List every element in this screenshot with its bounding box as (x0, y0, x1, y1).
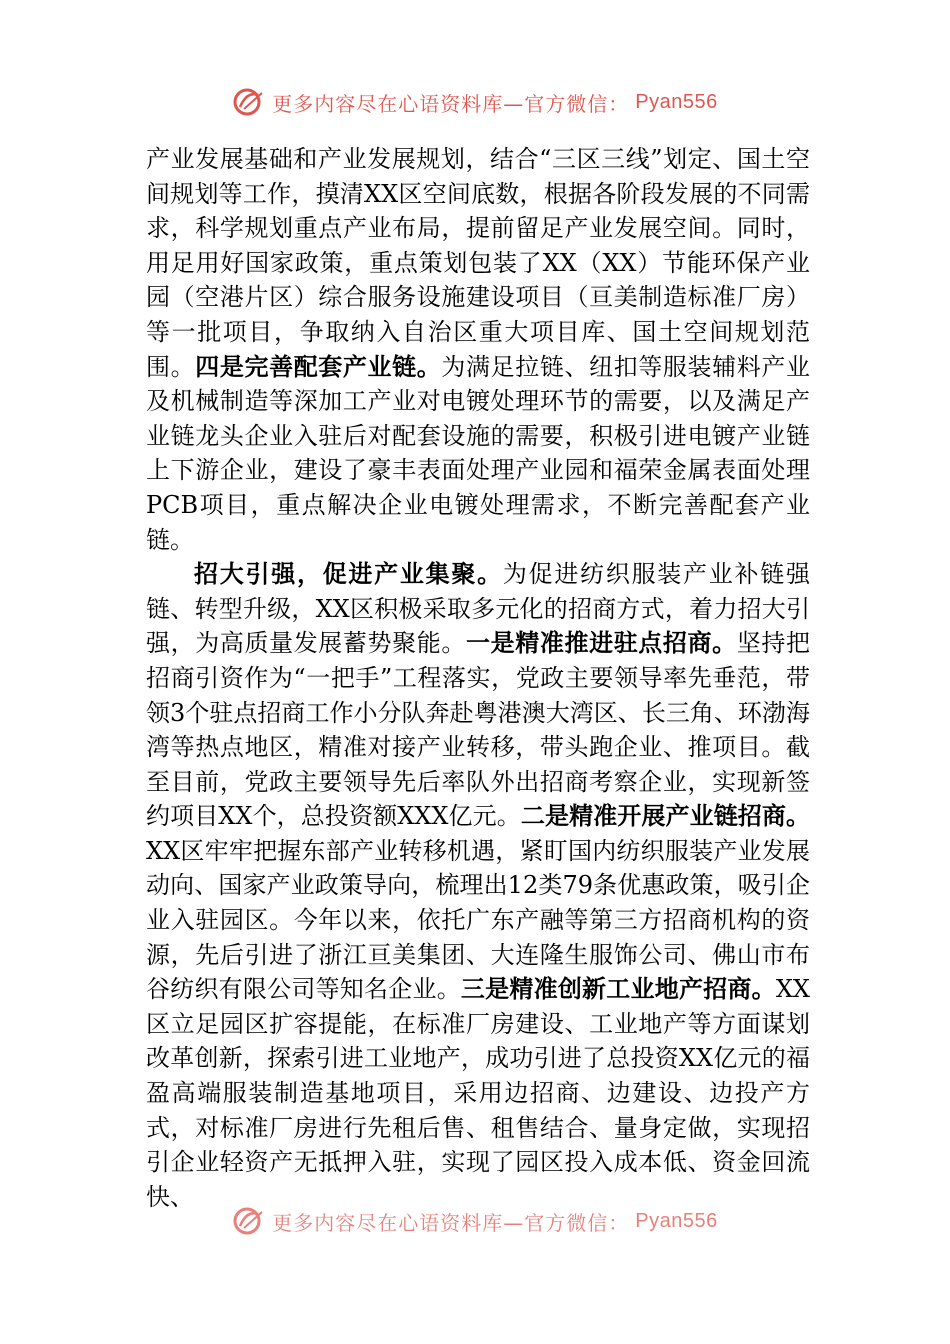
text-run: 坚持把招商引资作为“一把手”工程落实，党政主要领导率先垂范，带领3个驻点招商工作小分队奔赴粤港澳大湾区、长三角、环渤海湾等热点地区，精准对接产业转移，带头跑企业、推项目。截至目前，党政主要领导先后率队外出招商考察企业，实现新签约项目XX个，总投资额XXX亿元。 (146, 629, 811, 831)
document-body (146, 142, 810, 1214)
header-watermark (0, 82, 950, 122)
watermark-wechat-id: Pyan556 (635, 1209, 718, 1232)
text-run: 为促进纺织服装产业补链强链、转型升级，XX区积极采取多元化的招商方式，着力招大引强，为高质量发展蓄势聚能。 (146, 560, 811, 658)
paragraph (146, 142, 810, 557)
text-run: XX区立足园区扩容提能，在标准厂房建设、工业地产等方面谋划改革创新，探索引进工业地产，成功引进了总投资XX亿元的福盈高端服装制造基地项目，采用边招商、边建设、边投产方式，对标准厂房进行先租后售、租售结合、量身定做，实现招引企业轻资产无抵押入驻，实现了园区投入成本低、资金回流快、 (146, 975, 811, 1211)
text-run: 为满足拉链、纽扣等服装辅料产业及机械制造等深加工产业对电镀处理环节的需要，以及满足产业链龙头企业入驻后对配套设施的需要，积极引进电镀产业链上下游企业，建设了豪丰表面处理产业园和福荣金属表面处理PCB项目，重点解决企业电镀处理需求，不断完善配套产业链。 (146, 352, 811, 554)
logo-icon (232, 1204, 266, 1238)
watermark-wechat-id: Pyan556 (635, 90, 718, 113)
bold-heading: 四是完善配套产业链。 (195, 352, 442, 381)
bold-heading: 二是精准开展产业链招商。 (520, 802, 811, 831)
footer-watermark (0, 1201, 950, 1241)
paragraph (146, 557, 810, 1214)
watermark-text: 更多内容尽在心语资料库—官方微信： (272, 91, 630, 116)
bold-heading: 三是精准创新工业地产招商。 (460, 975, 776, 1004)
bold-heading: 一是精准推进驻点招商。 (466, 629, 737, 658)
logo-icon (232, 85, 266, 119)
text-run: XX区牢牢把握东部产业转移机遇，紧盯国内纺织服装产业发展动向、国家产业政策导向，梳理出12类79条优惠政策，吸引企业入驻园区。今年以来，依托广东产融等第三方招商机构的资源，先后引进了浙江亘美集团、大连隆生服饰公司、佛山市布谷纺织有限公司等知名企业。 (146, 836, 810, 1004)
text-run: 产业发展基础和产业发展规划，结合“三区三线”划定、国土空间规划等工作，摸清XX区空间底数，根据各阶段发展的不同需求，科学规划重点产业布局，提前留足产业发展空间。同时，用足用好国家政策，重点策划包装了XX（XX）节能环保产业园（空港片区）综合服务设施建设项目（亘美制造标准厂房）等一批项目，争取纳入自治区重大项目库、国土空间规划范围。 (146, 145, 810, 381)
watermark-text: 更多内容尽在心语资料库—官方微信： (272, 1210, 630, 1235)
bold-heading: 招大引强，促进产业集聚。 (194, 560, 503, 589)
